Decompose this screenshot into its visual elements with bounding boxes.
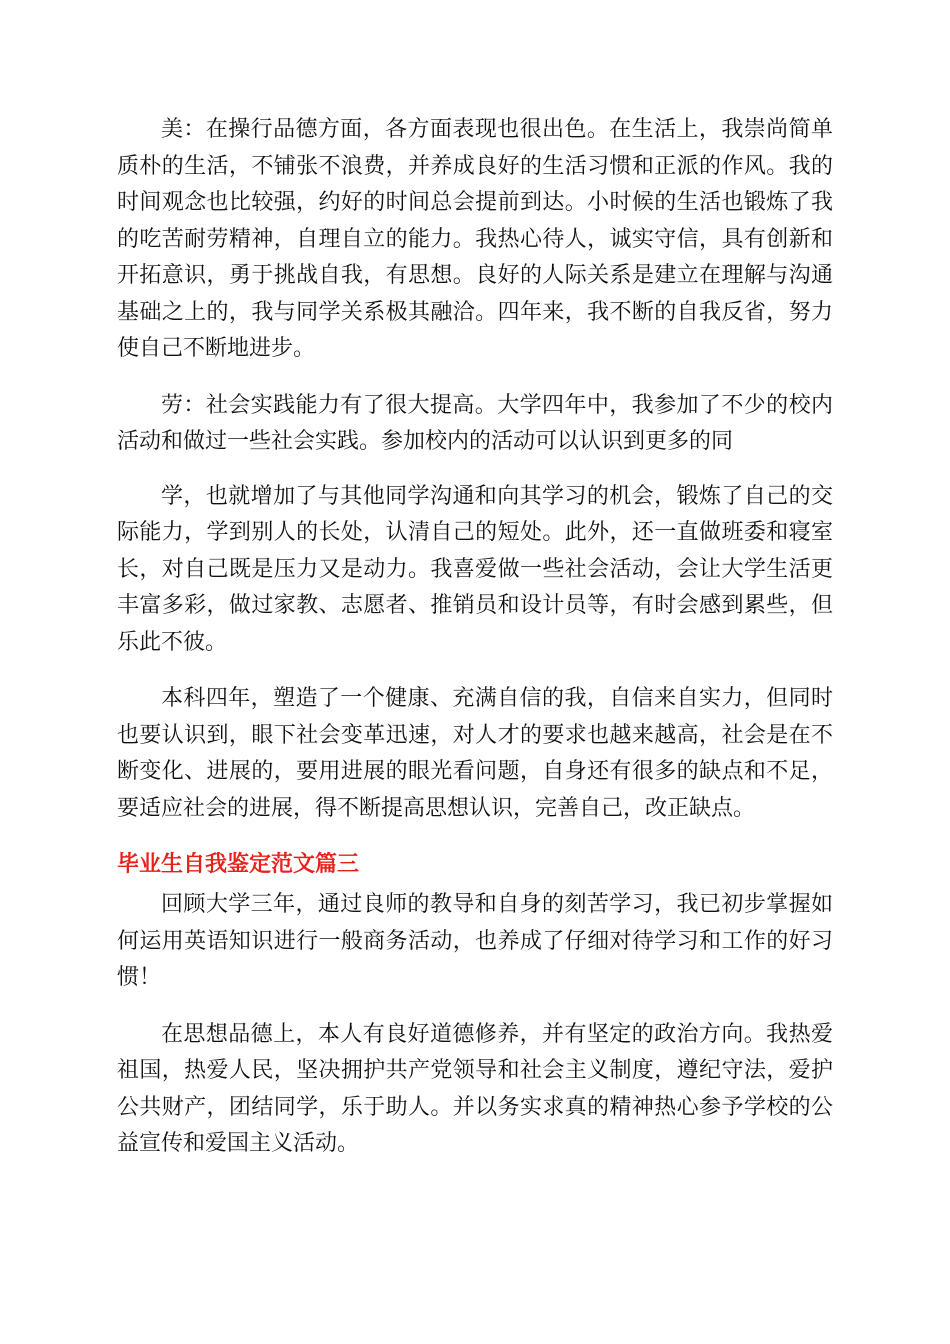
paragraph-lao-continued: 学，也就增加了与其他同学沟通和向其学习的机会，锻炼了自己的交际能力，学到别人的长处，认清自己的短处。此外，还一直做班委和寝室长，对自己既是压力又是动力。我喜爱做一些社会活动，会让大学生活更丰富多彩，做过家教、志愿者、推销员和设计员等，有时会感到累些，但乐此不彼。 (117, 483, 833, 655)
paragraph-review: 回顾大学三年，通过良师的教导和自身的刻苦学习，我已初步掌握如何运用英语知识进行一般商务活动，也养成了仔细对待学习和工作的好习惯！ (117, 892, 833, 990)
paragraph-lao: 劳：社会实践能力有了很大提高。大学四年中，我参加了不少的校内活动和做过一些社会实践。参加校内的活动可以认识到更多的同 (117, 392, 833, 454)
section-heading: 毕业生自我鉴定范文篇三 (117, 852, 360, 877)
paragraph-mei: 美：在操行品德方面，各方面表现也很出色。在生活上，我崇尚简单质朴的生活，不铺张不浪费，并养成良好的生活习惯和正派的作风。我的时间观念也比较强，约好的时间总会提前到达。小时候的生活也锻炼了我的吃苦耐劳精神，自理自立的能力。我热心待人，诚实守信，具有创新和开拓意识，勇于挑战自我，有思想。良好的人际关系是建立在理解与沟通基础之上的，我与同学关系极其融洽。四年来，我不断的自我反省，努力使自己不断地进步。 (117, 117, 833, 361)
paragraph-morality: 在思想品德上，本人有良好道德修养，并有坚定的政治方向。我热爱祖国，热爱人民，坚决拥护共产党领导和社会主义制度，遵纪守法，爱护公共财产，团结同学，乐于助人。并以务实求真的精神热心参予学校的公益宣传和爱国主义活动。 (117, 1021, 833, 1156)
paragraph-summary: 本科四年，塑造了一个健康、充满自信的我，自信来自实力，但同时也要认识到，眼下社会变革迅速，对人才的要求也越来越高，社会是在不断变化、进展的，要用进展的眼光看问题，自身还有很多的缺点和不足，要适应社会的进展，得不断提高思想认识，完善自己，改正缺点。 (117, 686, 833, 821)
document-body (117, 112, 833, 1183)
